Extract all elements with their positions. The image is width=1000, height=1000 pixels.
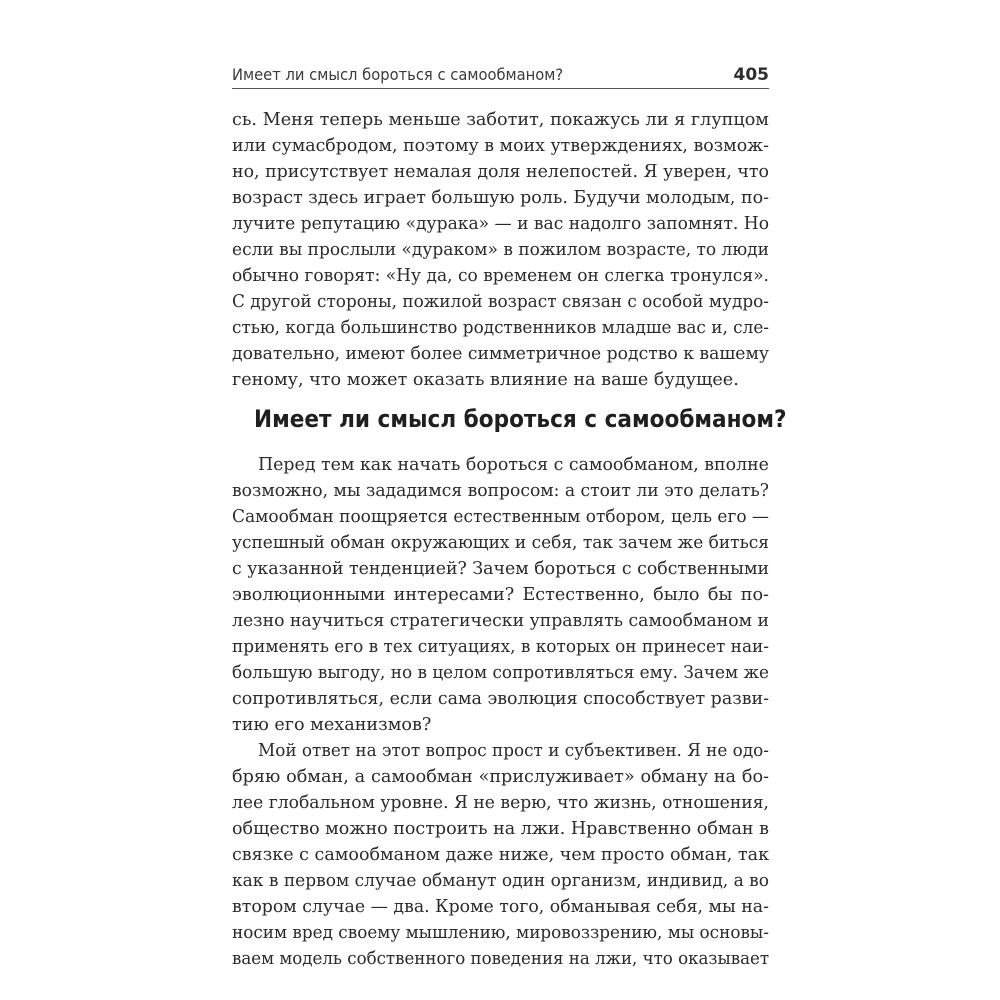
text-line: успешный обман окружающих и себя, так зачем же биться [232,533,770,553]
text-line: с указанной тенденцией? Зачем бороться с собственными [232,559,770,579]
text-line: Перед тем как начать бороться с самообманом, вполне [258,455,769,475]
text-line: тию его механизмов? [232,715,432,735]
text-line: Самообман поощряется естественным отбором, цель его — [232,507,769,527]
text-line: применять его в тех ситуациях, в которых он принесет наи- [232,637,769,657]
text-line: большую выгоду, но в целом сопротивляться ему. Зачем же [232,663,769,683]
text-line: бряю обман, а самообман «прислуживает» обману на бо- [232,767,769,787]
page-number: 405 [733,65,769,85]
text-line: возможно, мы зададимся вопросом: а стоит ли это делать? [232,481,769,501]
section-heading: Имеет ли смысл бороться с самообманом? [254,405,787,433]
text-line: втором случае — два. Кроме того, обманывая себя, мы на- [232,897,769,917]
text-line: ваем модель собственного поведения на лжи, что оказывает [232,949,770,969]
text-line: если вы прослыли «дураком» в пожилом возрасте, то люди [232,240,769,260]
text-line: носим вред своему мышлению, мировоззрению, мы основы- [232,923,769,943]
text-line: или сумасбродом, поэтому в моих утверждениях, возмож- [232,136,770,156]
text-line: стью, когда большинство родственников младше вас и, сле- [232,318,769,338]
text-line: эволюционными интересами? Естественно, было бы по- [232,585,769,605]
text-line: геному, что может оказать влияние на ваше будущее. [232,370,739,390]
text-line: лее глобальном уровне. Я не верю, что жизнь, отношения, [232,793,770,813]
text-line: сь. Меня теперь меньше заботит, покажусь ли я глупцом [232,110,769,130]
running-head-title: Имеет ли смысл бороться с самообманом? [232,65,564,84]
text-line: обычно говорят: «Ну да, со временем он слегка тронулся». [232,266,769,286]
text-line: как в первом случае обманут один организм, индивид, а во [232,871,770,891]
book-page [232,0,787,1000]
text-line: С другой стороны, пожилой возраст связан с особой мудро- [232,292,770,312]
text-line: довательно, имеют более симметричное родство к вашему [232,344,769,364]
text-line: возраст здесь играет большую роль. Будучи молодым, по- [232,188,770,208]
text-line: связке с самообманом даже ниже, чем просто обман, так [232,845,770,865]
text-line: сопротивляться, если сама эволюция способствует разви- [232,689,770,709]
text-line: лучите репутацию «дурака» — и вас надолго запомнят. Но [232,214,770,234]
text-line: Мой ответ на этот вопрос прост и субъективен. Я не одо- [258,741,769,761]
running-head [232,62,769,89]
text-line: лезно научиться стратегически управлять самообманом и [232,611,769,631]
text-line: но, присутствует немалая доля нелепостей. Я уверен, что [232,162,769,182]
text-line: общество можно построить на лжи. Нравственно обман в [232,819,770,839]
